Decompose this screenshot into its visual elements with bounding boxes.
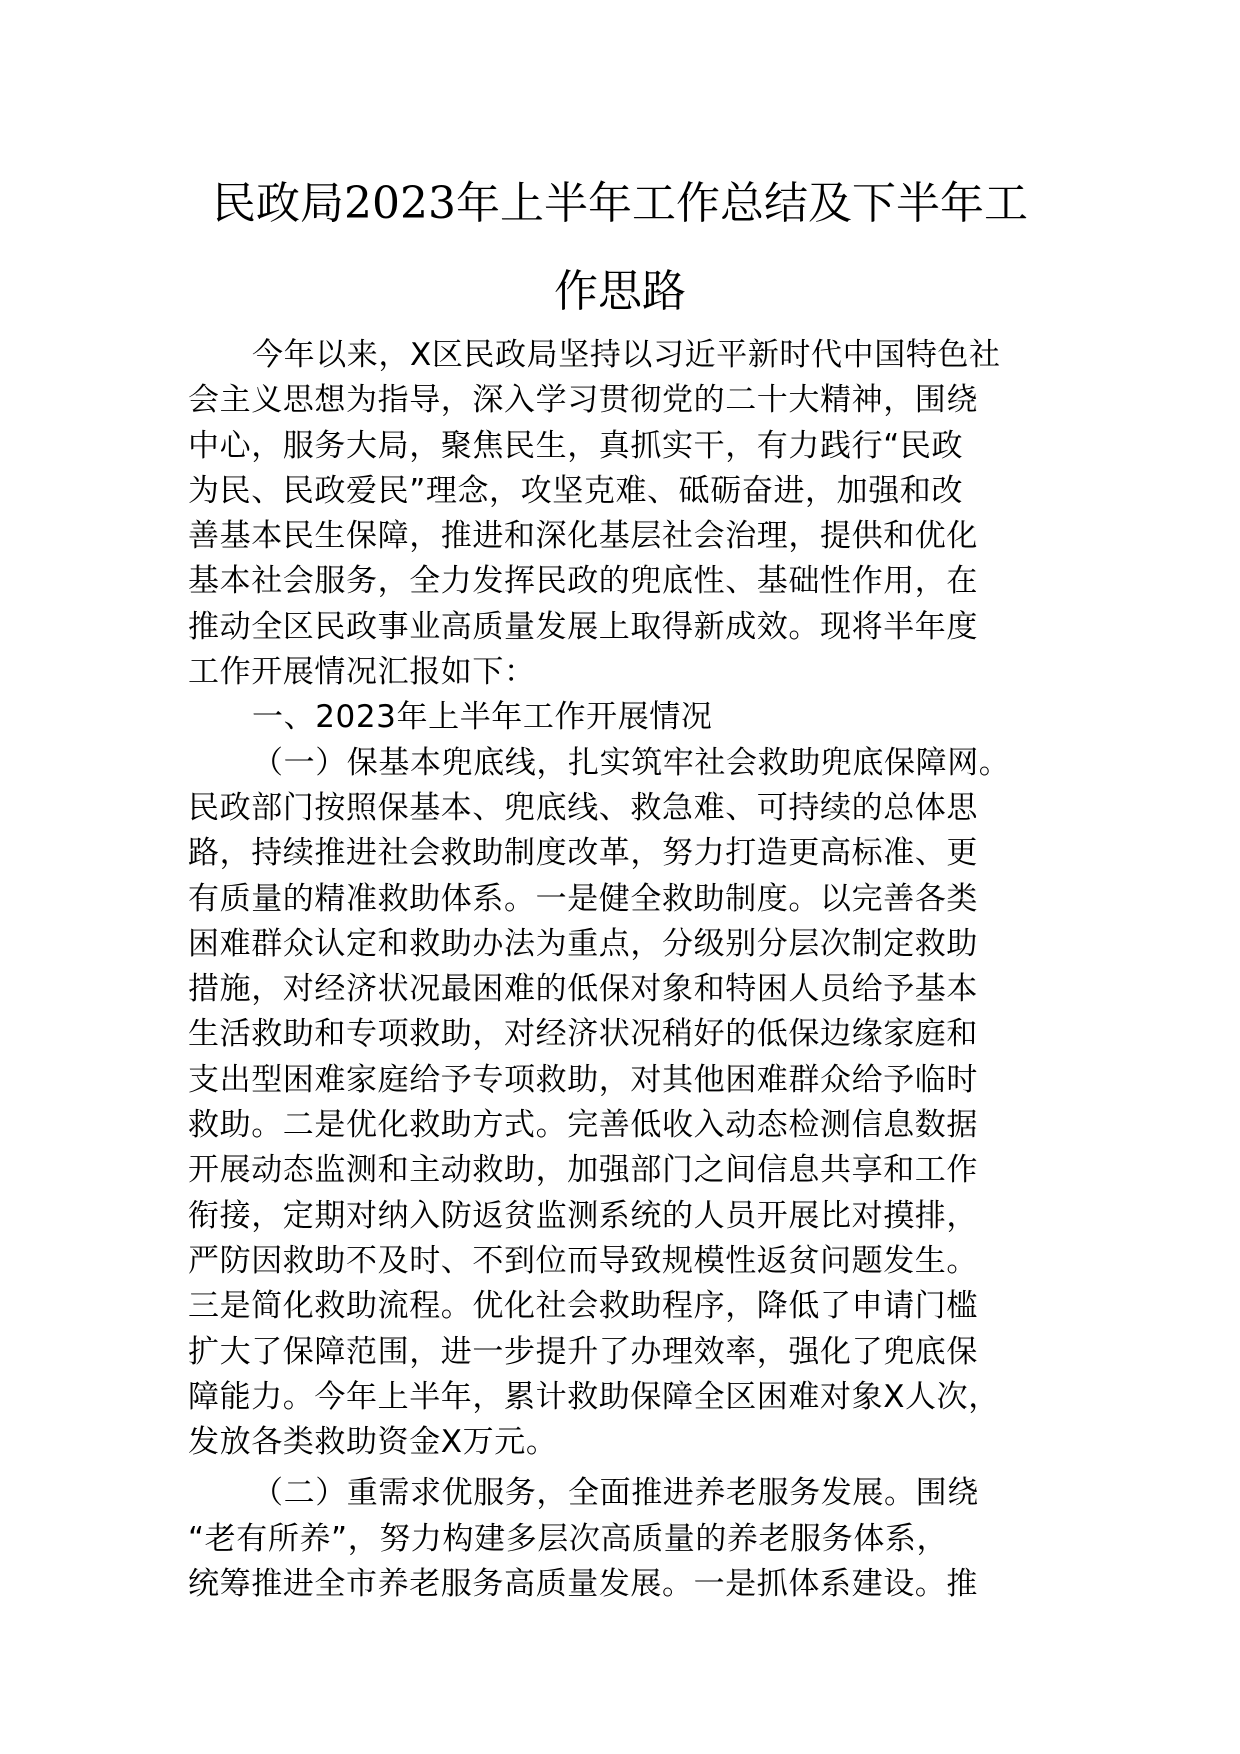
- paragraph-line: 严防因救助不及时、不到位而导致规模性返贫问题发生。: [188, 1242, 978, 1279]
- paragraph-line: 推动全区民政事业高质量发展上取得新成效。现将半年度: [188, 608, 978, 645]
- paragraph-line: 衔接，定期对纳入防返贫监测系统的人员开展比对摸排，: [188, 1197, 978, 1234]
- document-body: [188, 333, 1088, 1607]
- paragraph-line: 工作开展情况汇报如下：: [188, 654, 536, 691]
- paragraph-line: 民政部门按照保基本、兜底线、救急难、可持续的总体思: [188, 789, 978, 826]
- title-line: 作思路: [554, 266, 686, 317]
- paragraph-line: 今年以来，X区民政局坚持以习近平新时代中国特色社: [252, 337, 1001, 373]
- paragraph-line: （一）保基本兜底线，扎实筑牢社会救助兜底保障网。: [252, 744, 1011, 781]
- paragraph-line: 中心，服务大局，聚焦民生，真抓实干，有力践行“民政: [188, 427, 964, 464]
- paragraph-line: 支出型困难家庭给予专项救助，对其他困难群众给予临时: [188, 1061, 978, 1098]
- paragraph-line: 路，持续推进社会救助制度改革，努力打造更高标准、更: [188, 835, 978, 872]
- paragraph-line: 开展动态监测和主动救助，加强部门之间信息共享和工作: [188, 1152, 978, 1189]
- paragraph-line: “老有所养”，努力构建多层次高质量的养老服务体系，: [188, 1520, 949, 1557]
- paragraph-line: 生活救助和专项救助，对经济状况稍好的低保边缘家庭和: [188, 1016, 978, 1053]
- paragraph-line: 三是简化救助流程。优化社会救助程序，降低了申请门槛: [188, 1288, 978, 1325]
- paragraph-line: 有质量的精准救助体系。一是健全救助制度。以完善各类: [188, 880, 978, 917]
- paragraph-line: 善基本民生保障，推进和深化基层社会治理，提供和优化: [188, 518, 978, 555]
- paragraph-line: 障能力。今年上半年，累计救助保障全区困难对象X人次，: [188, 1378, 1000, 1415]
- paragraph-line: 基本社会服务，全力发挥民政的兜底性、基础性作用，在: [188, 563, 978, 600]
- document-title: [170, 160, 1070, 336]
- paragraph-line: 措施，对经济状况最困难的低保对象和特困人员给予基本: [188, 971, 978, 1008]
- paragraph-line: 扩大了保障范围，进一步提升了办理效率，强化了兜底保: [188, 1333, 978, 1370]
- title-line: 民政局2023年上半年工作总结及下半年工: [212, 178, 1028, 229]
- paragraph-line: 为民、民政爱民”理念，攻坚克难、砥砺奋进，加强和改: [188, 472, 964, 509]
- paragraph-line: 统筹推进全市养老服务高质量发展。一是抓体系建设。推: [188, 1566, 978, 1603]
- paragraph-line: 救助。二是优化救助方式。完善低收入动态检测信息数据: [188, 1107, 978, 1144]
- paragraph-line: 发放各类救助资金X万元。: [188, 1424, 558, 1461]
- paragraph-line: 困难群众认定和救助办法为重点，分级别分层次制定救助: [188, 925, 978, 962]
- section-heading: 一、2023年上半年工作开展情况: [252, 699, 713, 736]
- paragraph-line: （二）重需求优服务，全面推进养老服务发展。围绕: [252, 1475, 979, 1512]
- paragraph-line: 会主义思想为指导，深入学习贯彻党的二十大精神，围绕: [188, 382, 978, 419]
